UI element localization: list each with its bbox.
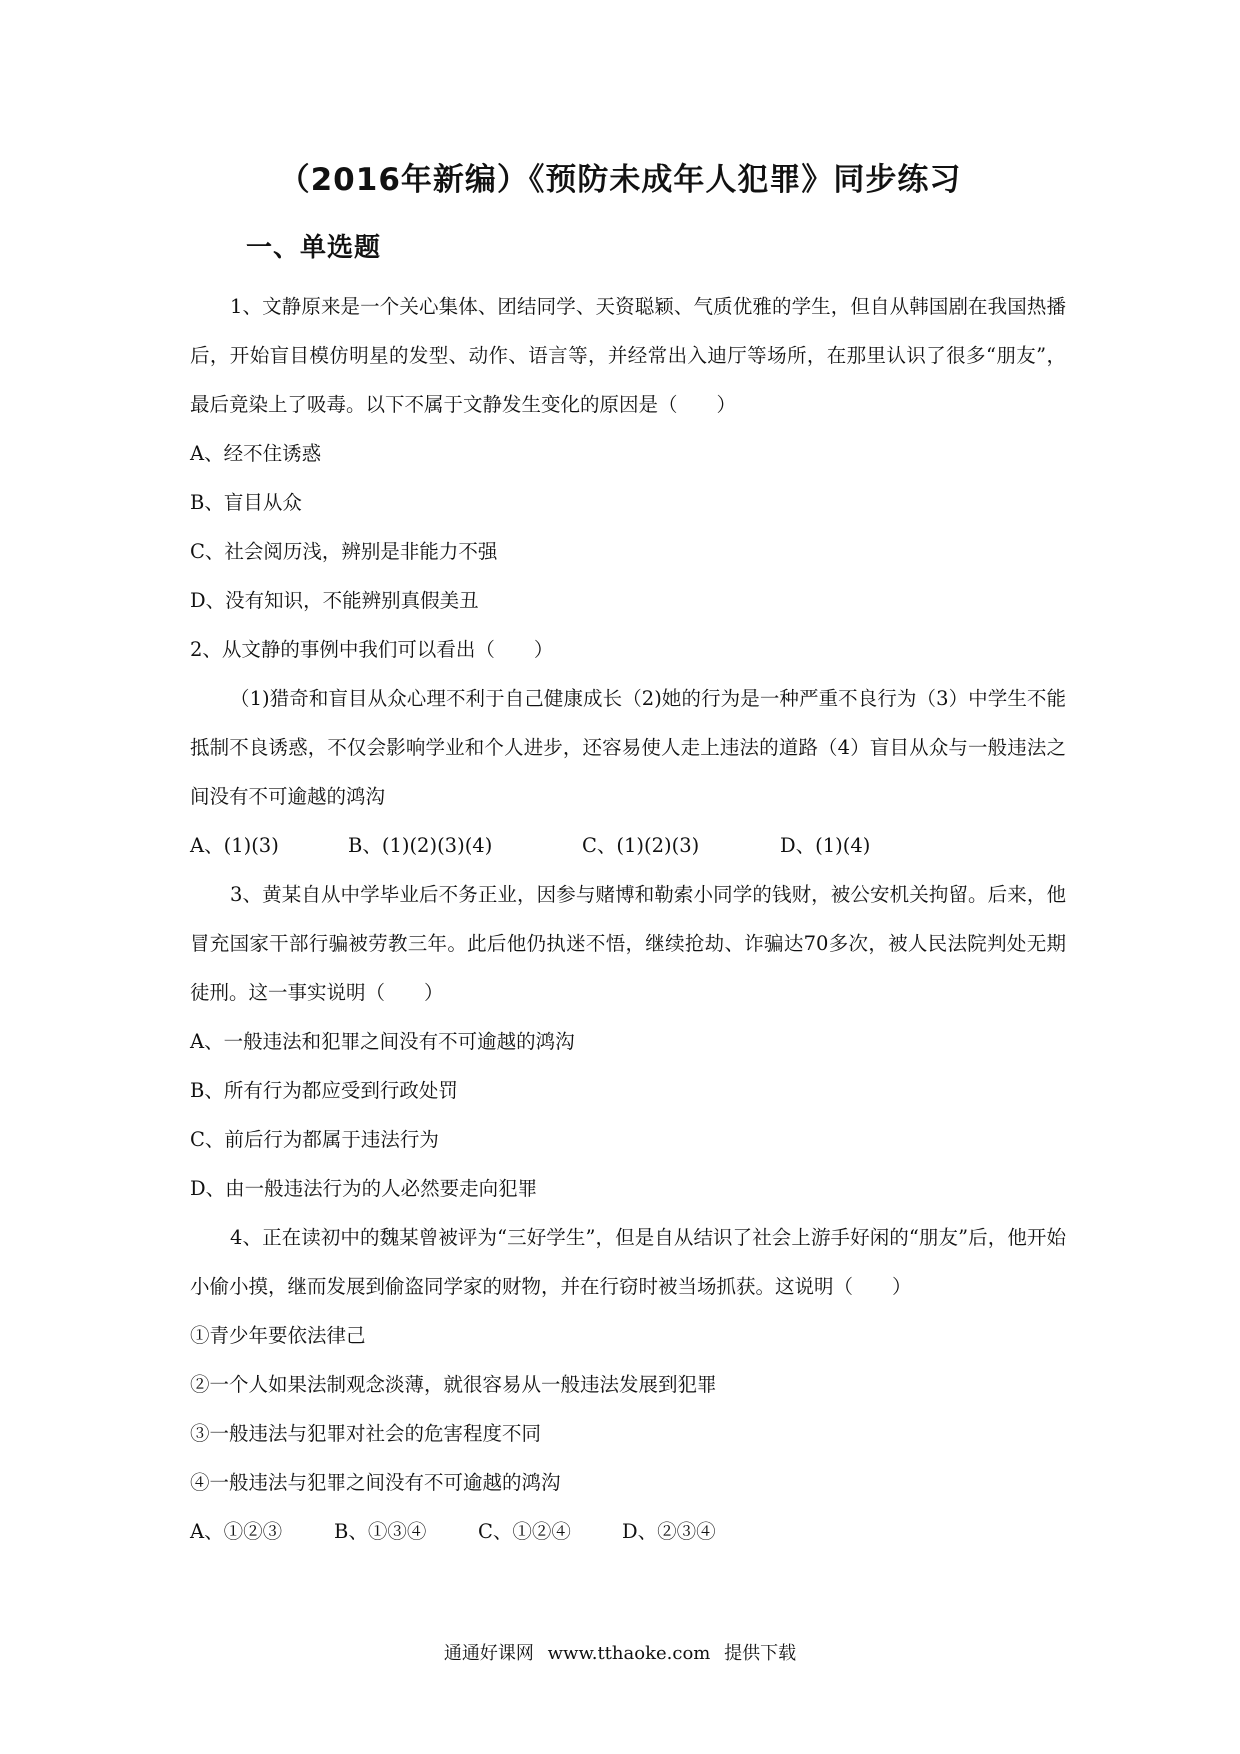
question-4-statement-4: ④一般违法与犯罪之间没有不可逾越的鸿沟 bbox=[190, 1471, 561, 1494]
page-footer bbox=[0, 1640, 1240, 1668]
question-4-statement-1: ①青少年要依法律己 bbox=[190, 1324, 366, 1347]
question-1-option-c: C、社会阅历浅，辨别是非能力不强 bbox=[190, 540, 498, 563]
question-4-stem: 4、正在读初中的魏某曾被评为“三好学生”，但是自从结识了社会上游手好闲的“朋友”后，他开始小偷小摸，继而发展到偷盗同学家的财物，并在行窃时被当场抓获。这说明（ ） bbox=[190, 1226, 1066, 1298]
question-2-option-c: C、(1)(2)(3) bbox=[582, 834, 700, 857]
question-2-options bbox=[190, 821, 1066, 870]
question-4-statement-2: ②一个人如果法制观念淡薄，就很容易从一般违法发展到犯罪 bbox=[190, 1373, 717, 1396]
question-2-option-b: B、(1)(2)(3)(4) bbox=[348, 834, 493, 857]
question-4-statement-3: ③一般违法与犯罪对社会的危害程度不同 bbox=[190, 1422, 542, 1445]
question-1-option-b: B、盲目从众 bbox=[190, 491, 302, 514]
question-3-option-c: C、前后行为都属于违法行为 bbox=[190, 1128, 439, 1151]
footer-site-name: 通通好课网 bbox=[443, 1643, 534, 1664]
section-heading: 一、单选题 bbox=[246, 233, 382, 263]
question-3-option-b: B、所有行为都应受到行政处罚 bbox=[190, 1079, 458, 1102]
question-3-option-a: A、一般违法和犯罪之间没有不可逾越的鸿沟 bbox=[190, 1030, 575, 1053]
footer-note: 提供下载 bbox=[724, 1643, 797, 1664]
question-2-statements: （1)猎奇和盲目从众心理不利于自己健康成长（2)她的行为是一种严重不良行为（3）中学生不能抵制不良诱惑，不仅会影响学业和个人进步，还容易使人走上违法的道路（4）盲目从众与一般违法之间没有不可逾越的鸿沟 bbox=[190, 687, 1066, 808]
question-2-stem: 2、从文静的事例中我们可以看出（ ） bbox=[190, 638, 554, 661]
footer-url[interactable]: www.tthaoke.com bbox=[547, 1643, 711, 1664]
question-1-option-d: D、没有知识，不能辨别真假美丑 bbox=[190, 589, 479, 612]
question-1-option-a: A、经不住诱惑 bbox=[190, 442, 322, 465]
question-2-option-d: D、(1)(4) bbox=[780, 834, 871, 857]
question-3-option-d: D、由一般违法行为的人必然要走向犯罪 bbox=[190, 1177, 538, 1200]
question-3-stem: 3、黄某自从中学毕业后不务正业，因参与赌博和勒索小同学的钱财，被公安机关拘留。后来，他冒充国家干部行骗被劳教三年。此后他仍执迷不悟，继续抢劫、诈骗达70多次，被人民法院判处无期徒刑。这一事实说明（ ） bbox=[190, 883, 1066, 1004]
question-4-option-a: A、①②③ bbox=[190, 1520, 283, 1543]
page-title: （2016年新编）《预防未成年人犯罪》同步练习 bbox=[278, 162, 962, 198]
question-4-option-c: C、①②④ bbox=[478, 1520, 571, 1543]
question-4-options bbox=[190, 1507, 1066, 1556]
question-2-option-a: A、(1)(3) bbox=[190, 834, 279, 857]
question-4-option-b: B、①③④ bbox=[334, 1520, 427, 1543]
question-list bbox=[190, 282, 1066, 1556]
question-4-option-d: D、②③④ bbox=[622, 1520, 716, 1543]
question-1-stem: 1、文静原来是一个关心集体、团结同学、天资聪颖、气质优雅的学生，但自从韩国剧在我国热播后，开始盲目模仿明星的发型、动作、语言等，并经常出入迪厅等场所，在那里认识了很多“朋友”，最后竟染上了吸毒。以下不属于文静发生变化的原因是（ ） bbox=[190, 295, 1066, 416]
